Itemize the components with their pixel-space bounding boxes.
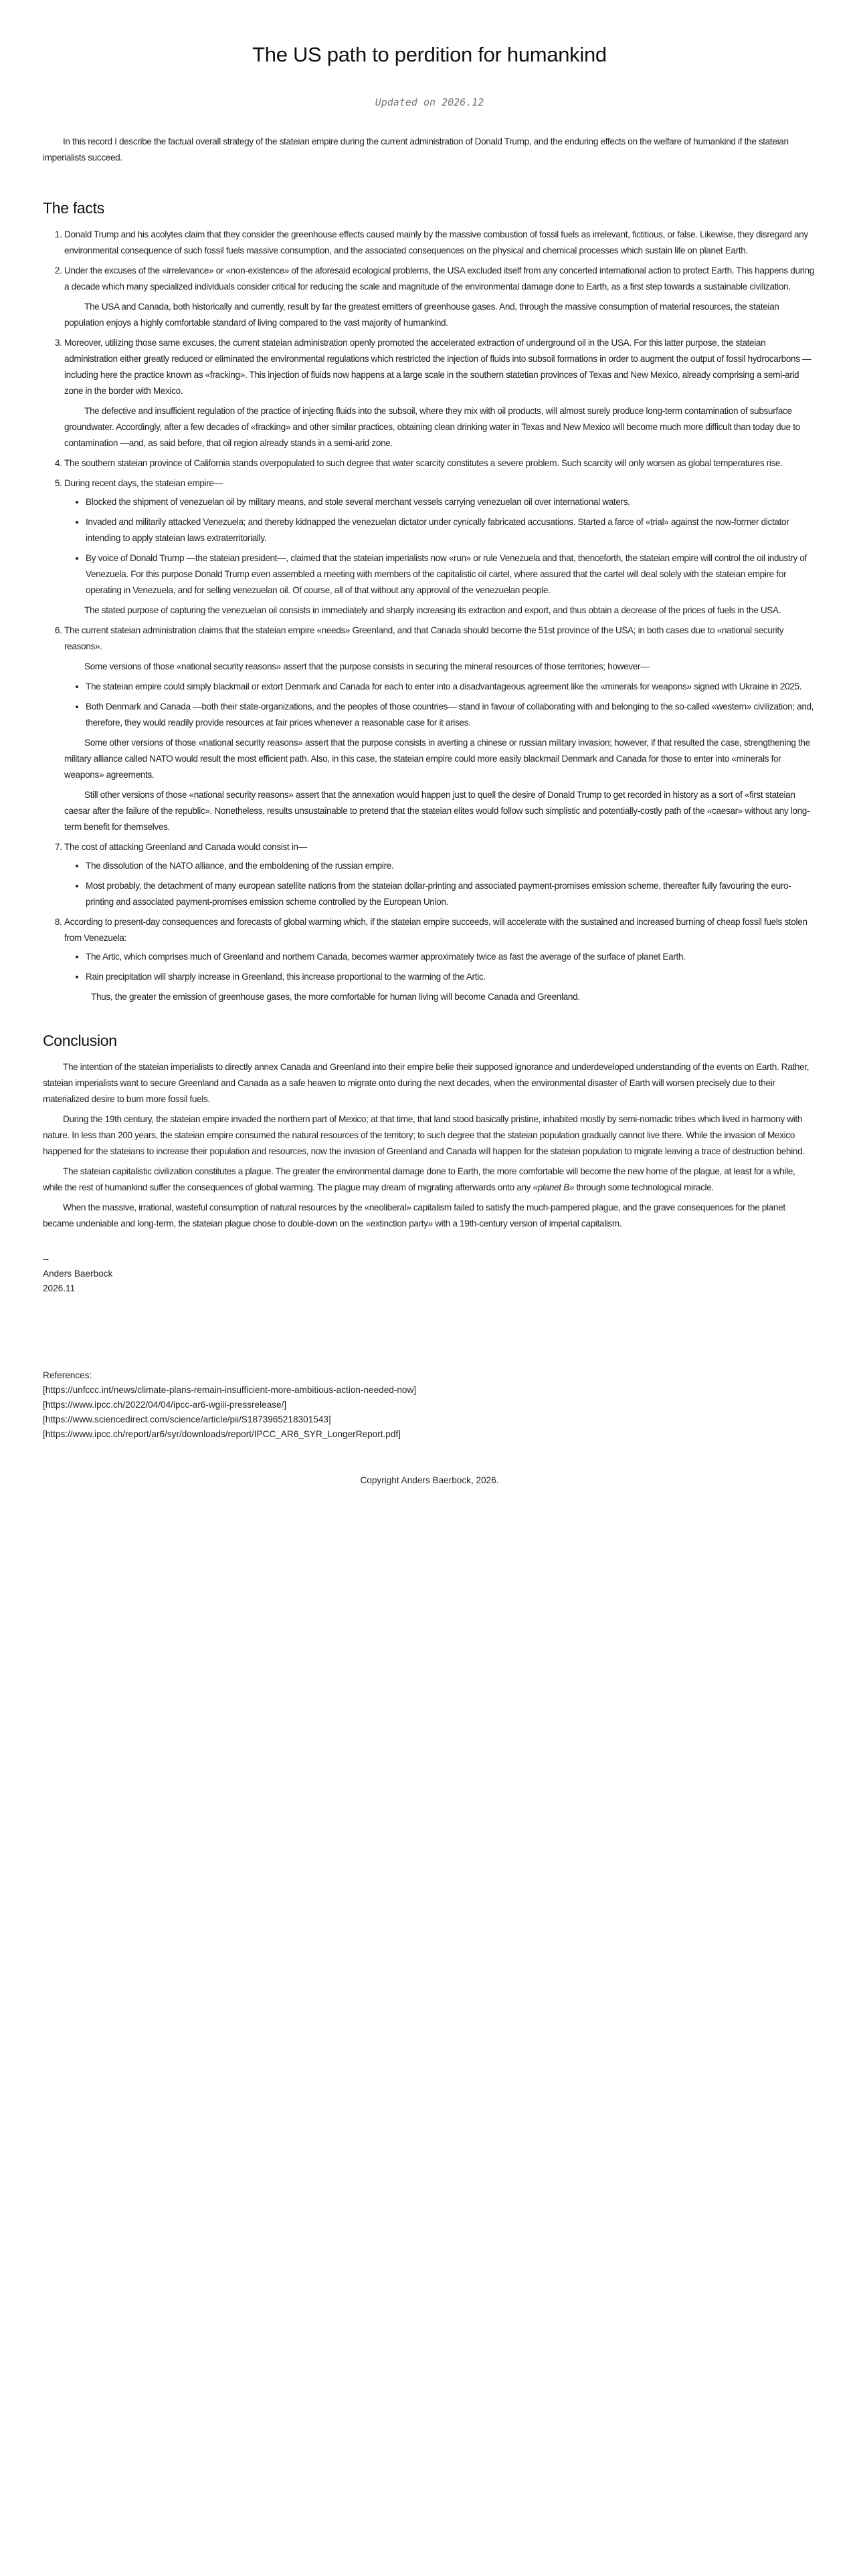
- bullet-item: • Blocked the shipment of venezuelan oil by military means, and stole several merchant vessels carrying venezuelan oil over international waters.: [86, 494, 816, 510]
- fact-text: Under the excuses of the «irrelevance» or «non-existence» of the aforesaid ecological problems, the USA excluded itself from any concerted international action to protect Earth. This happens during a decade which many specialized individuals consider critical for reducing the scale and magnitude of the environmental damage done to Earth, as a first step towards a sustainable civilization.: [64, 265, 814, 292]
- reference-link[interactable]: [https://unfccc.int/news/climate-plans-remain-insufficient-more-ambitious-action-needed-now]: [43, 1385, 417, 1395]
- facts-heading: The facts: [43, 199, 104, 217]
- conclusion-heading: Conclusion: [43, 1032, 117, 1049]
- bullet-item: • By voice of Donald Trump —the stateian president—, claimed that the stateian imperialists now «run» or rule Venezuela and that, thenceforth, the stateian empire will control the oil industry of Venezuela. For this purpose Donald Trump even assembled a meeting with members of the capitalistic oil cartel, where assured that the cartel will deal solely with the stateian empire for operating in Venezuela, and for selling venezuelan oil. Of course, all of that without any approval of the venezuelan people.: [86, 550, 816, 599]
- emphasis: «planet B»: [533, 1182, 575, 1192]
- fact-item: [64, 263, 816, 331]
- fact-item: [64, 839, 816, 910]
- facts-list: [43, 227, 816, 1005]
- fact-item: [64, 914, 816, 1005]
- text-span: The stateian capitalistic civilization constitutes a plague. The greater the environmental damage done to Earth, the more comfortable will become the new home of the plague, at least for a while, while the rest of humankind suffer the consequences of global warming. The plague may dream of migrating afterwards onto any: [43, 1166, 795, 1192]
- conclusion-paragraph: The intention of the stateian imperialists to directly annex Canada and Greenland into their empire belie their supposed ignorance and underdeveloped understanding of the events on Earth. Rather, stateian imperialists want to secure Greenland and Canada as a safe heaven to migrate onto during the next decades, when the environmental disaster of Earth will worsen precisely due to their materialized desire to burn more fossil fuels.: [43, 1062, 809, 1104]
- page-title: The US path to perdition for humankind: [252, 43, 607, 66]
- fact-item: [64, 227, 816, 259]
- signature-dash: --: [43, 1254, 50, 1264]
- fact-text: The cost of attacking Greenland and Canada would consist in—: [64, 842, 307, 852]
- fact-item: [64, 455, 816, 471]
- fact-paragraph: The defective and insufficient regulation of the practice of injecting fluids into the subsoil, where they mix with oil products, will almost surely produce long-term contamination of subsurface groundwater. Accordingly, after a few decades of «fracking» and other similar practices, obtaining clean drinking water in Texas and New Mexico will become much more difficult than today due to contamination —and, as said before, that oil region already stands in a semi-arid zone.: [64, 406, 800, 448]
- fact-paragraph: Thus, the greater the emission of greenhouse gases, the more comfortable for human living will become Canada and Greenland.: [91, 992, 580, 1002]
- fact-paragraph: The stated purpose of capturing the venezuelan oil consists in immediately and sharply increasing its extraction and export, and thus obtain a decrease of the prices of fuels in the USA.: [84, 605, 781, 615]
- bullet-list: [64, 679, 816, 731]
- fact-paragraph: The USA and Canada, both historically and currently, result by far the greatest emitters of greenhouse gases. And, through the massive consumption of material resources, the stateian population enjoys a highly comfortable standard of living compared to the vast majority of humankind.: [64, 302, 779, 328]
- fact-text: The current stateian administration claims that the stateian empire «needs» Greenland, and that Canada should become the 51st province of the USA; in both cases due to «national security reasons».: [64, 625, 784, 651]
- fact-text: The southern stateian province of California stands overpopulated to such degree that water scarcity constitutes a severe problem. Such scarcity will only worsen as global temperatures rise.: [64, 458, 783, 468]
- intro-paragraph: In this record I describe the factual overall strategy of the stateian empire during the current administration of Donald Trump, and the enduring effects on the welfare of humankind if the stateian imperialists succeed.: [43, 136, 789, 163]
- reference-link[interactable]: [https://www.ipcc.ch/2022/04/04/ipcc-ar6-wgiii-pressrelease/]: [43, 1400, 287, 1410]
- bullet-item: • Both Denmark and Canada —both their state-organizations, and the peoples of those countries— stand in favour of collaborating with and belonging to the so-called «western» civilization; and, therefore, they would readily provide resources at fair prices whenever a reasonable case for it arises.: [86, 699, 816, 731]
- updated-date: Updated on 2026.12: [375, 96, 484, 108]
- conclusion-paragraph: During the 19th century, the stateian empire invaded the northern part of Mexico; at that time, that land stood basically pristine, inhabited mostly by semi-nomadic tribes which lived in harmony with nature. In less than 200 years, the stateian empire consumed the natural resources of the territory; to such degree that the stateian population gradually cannot live there. While the invasion of Mexico happened for the stateians to increase their population and resources, now the invasion of Greenland and Canada will happen for the stateian population to migrate leaving a trace of destruction behind.: [43, 1114, 805, 1156]
- copyright: Copyright Anders Baerbock, 2026.: [360, 1475, 499, 1485]
- bullet-item: • The stateian empire could simply blackmail or extort Denmark and Canada for each to enter into a disadvantageous agreement like the «minerals for weapons» signed with Ukraine in 2025.: [86, 679, 816, 695]
- bullet-list: [64, 949, 816, 985]
- references-label: References:: [43, 1370, 92, 1380]
- bullet-item: • Invaded and militarily attacked Venezuela; and thereby kidnapped the venezuelan dictator under cynically fabricated accusations. Started a farce of «trial» against the now-former dictator intending to apply stateian laws extraterritorially.: [86, 514, 816, 546]
- bullet-item: • Rain precipitation will sharply increase in Greenland, this increase proportional to the warming of the Artic.: [86, 969, 816, 985]
- fact-text: According to present-day consequences and forecasts of global warming which, if the stateian empire succeeds, will accelerate with the sustained and increased burning of cheap fossil fuels stolen from Venezuela:: [64, 917, 807, 943]
- fact-item: [64, 335, 816, 451]
- signature-date: 2026.11: [43, 1283, 76, 1293]
- signature: [43, 1252, 816, 1296]
- fact-text: During recent days, the stateian empire—: [64, 478, 223, 488]
- references: [43, 1368, 816, 1442]
- conclusion-paragraph: When the massive, irrational, wasteful consumption of natural resources by the «neoliberal» capitalism failed to satisfy the much-pampered plague, and the grave consequences for the planet became undeniable and long-term, the stateian plague chose to double-down on the «extinction party» with a 19th-century version of imperial capitalism.: [43, 1202, 785, 1228]
- bullet-list: [64, 494, 816, 599]
- bullet-item: • The Artic, which comprises much of Greenland and northern Canada, becomes warmer approximately twice as fast the average of the surface of planet Earth.: [86, 949, 816, 965]
- fact-item: [64, 475, 816, 619]
- conclusion-paragraph: [43, 1164, 816, 1196]
- reference-link[interactable]: [https://www.ipcc.ch/report/ar6/syr/downloads/report/IPCC_AR6_SYR_LongerReport.pdf]: [43, 1429, 401, 1439]
- fact-item: [64, 623, 816, 835]
- bullet-list: [64, 858, 816, 910]
- signature-author: Anders Baerbock: [43, 1269, 113, 1279]
- fact-paragraph: Some versions of those «national security reasons» assert that the purpose consists in securing the mineral resources of those territories; however—: [84, 661, 650, 671]
- bullet-item: • The dissolution of the NATO alliance, and the emboldening of the russian empire.: [86, 858, 816, 874]
- fact-paragraph: Some other versions of those «national security reasons» assert that the purpose consists in averting a chinese or russian military invasion; however, if that resulted the case, strengthening the military alliance called NATO would result the most efficient path. Also, in this case, the stateian empire could more easily blackmail Denmark and Canada for those to enter into «minerals for weapons» agreements.: [64, 738, 810, 780]
- reference-link[interactable]: [https://www.sciencedirect.com/science/article/pii/S1873965218301543]: [43, 1414, 331, 1424]
- fact-text: Donald Trump and his acolytes claim that they consider the greenhouse effects caused mainly by the massive combustion of fossil fuels as irrelevant, fictitious, or false. Likewise, they disregard any environmental consequence of such fossil fuels massive consumption, and the associated consequences on the physical and chemical processes which sustain life on planet Earth.: [64, 229, 808, 255]
- fact-text: Moreover, utilizing those same excuses, the current stateian administration openly promoted the accelerated extraction of underground oil in the USA. For this latter purpose, the stateian administration either greatly reduced or eliminated the environmental regulations which restricted the injection of fluids into subsoil formations in order to augment the output of fossil hydrocarbons —including here the practice known as «fracking». This injection of fluids now happens at a large scale in the southern statetian provinces of Texas and New Mexico, already comprising a semi-arid zone in the border with Mexico.: [64, 338, 812, 396]
- text-span: through some technological miracle.: [574, 1182, 714, 1192]
- fact-paragraph: Still other versions of those «national security reasons» assert that the annexation would happen just to quell the desire of Donald Trump to get recorded in history as a sort of «first stateian caesar after the failure of the republic». Nonetheless, results unsustainable to pretend that the stateian elites would follow such simplistic and potentially-costly path of the «caesar» without any long-term benefit for themselves.: [64, 790, 810, 832]
- bullet-item: • Most probably, the detachment of many european satellite nations from the stateian dollar-printing and associated payment-promises emission scheme, thereafter fully favouring the euro-printing and associated payment-promises emission scheme controlled by the European Union.: [86, 878, 816, 910]
